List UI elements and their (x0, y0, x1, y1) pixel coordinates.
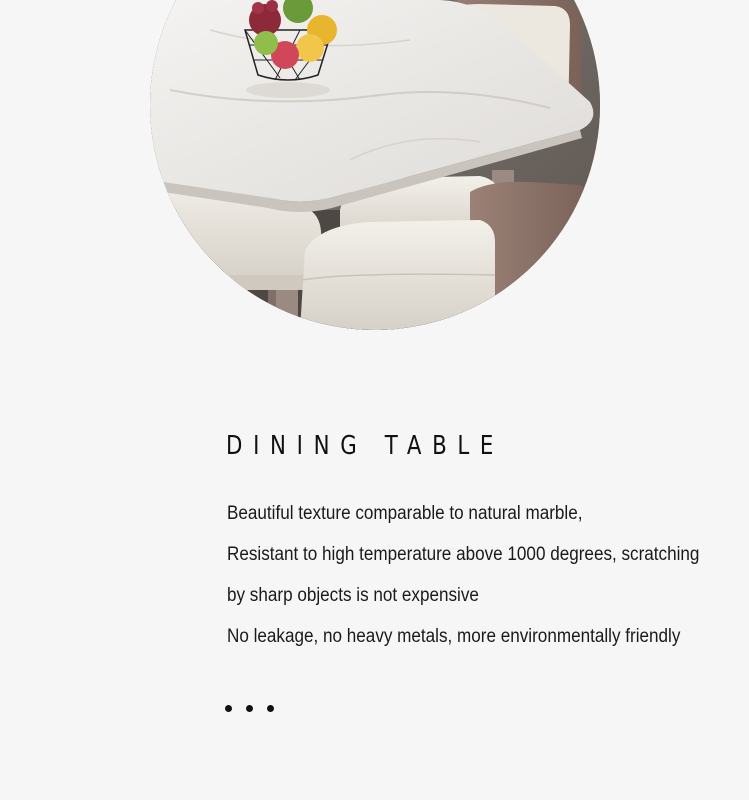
dining-table-illustration (150, 0, 600, 330)
feature-line: No leakage, no heavy metals, more environmentally friendly (227, 626, 681, 647)
feature-line: by sharp objects is not expensive (227, 585, 479, 606)
dot (246, 705, 253, 712)
product-photo (150, 0, 600, 330)
feature-line: Resistant to high temperature above 1000 degrees, scratching (227, 544, 700, 565)
section-title: DINING TABLE (226, 431, 505, 461)
feature-description (227, 500, 749, 664)
feature-line: Beautiful texture comparable to natural marble, (227, 503, 583, 524)
dot (225, 705, 232, 712)
ellipsis-dots (225, 705, 274, 712)
dot (267, 705, 274, 712)
